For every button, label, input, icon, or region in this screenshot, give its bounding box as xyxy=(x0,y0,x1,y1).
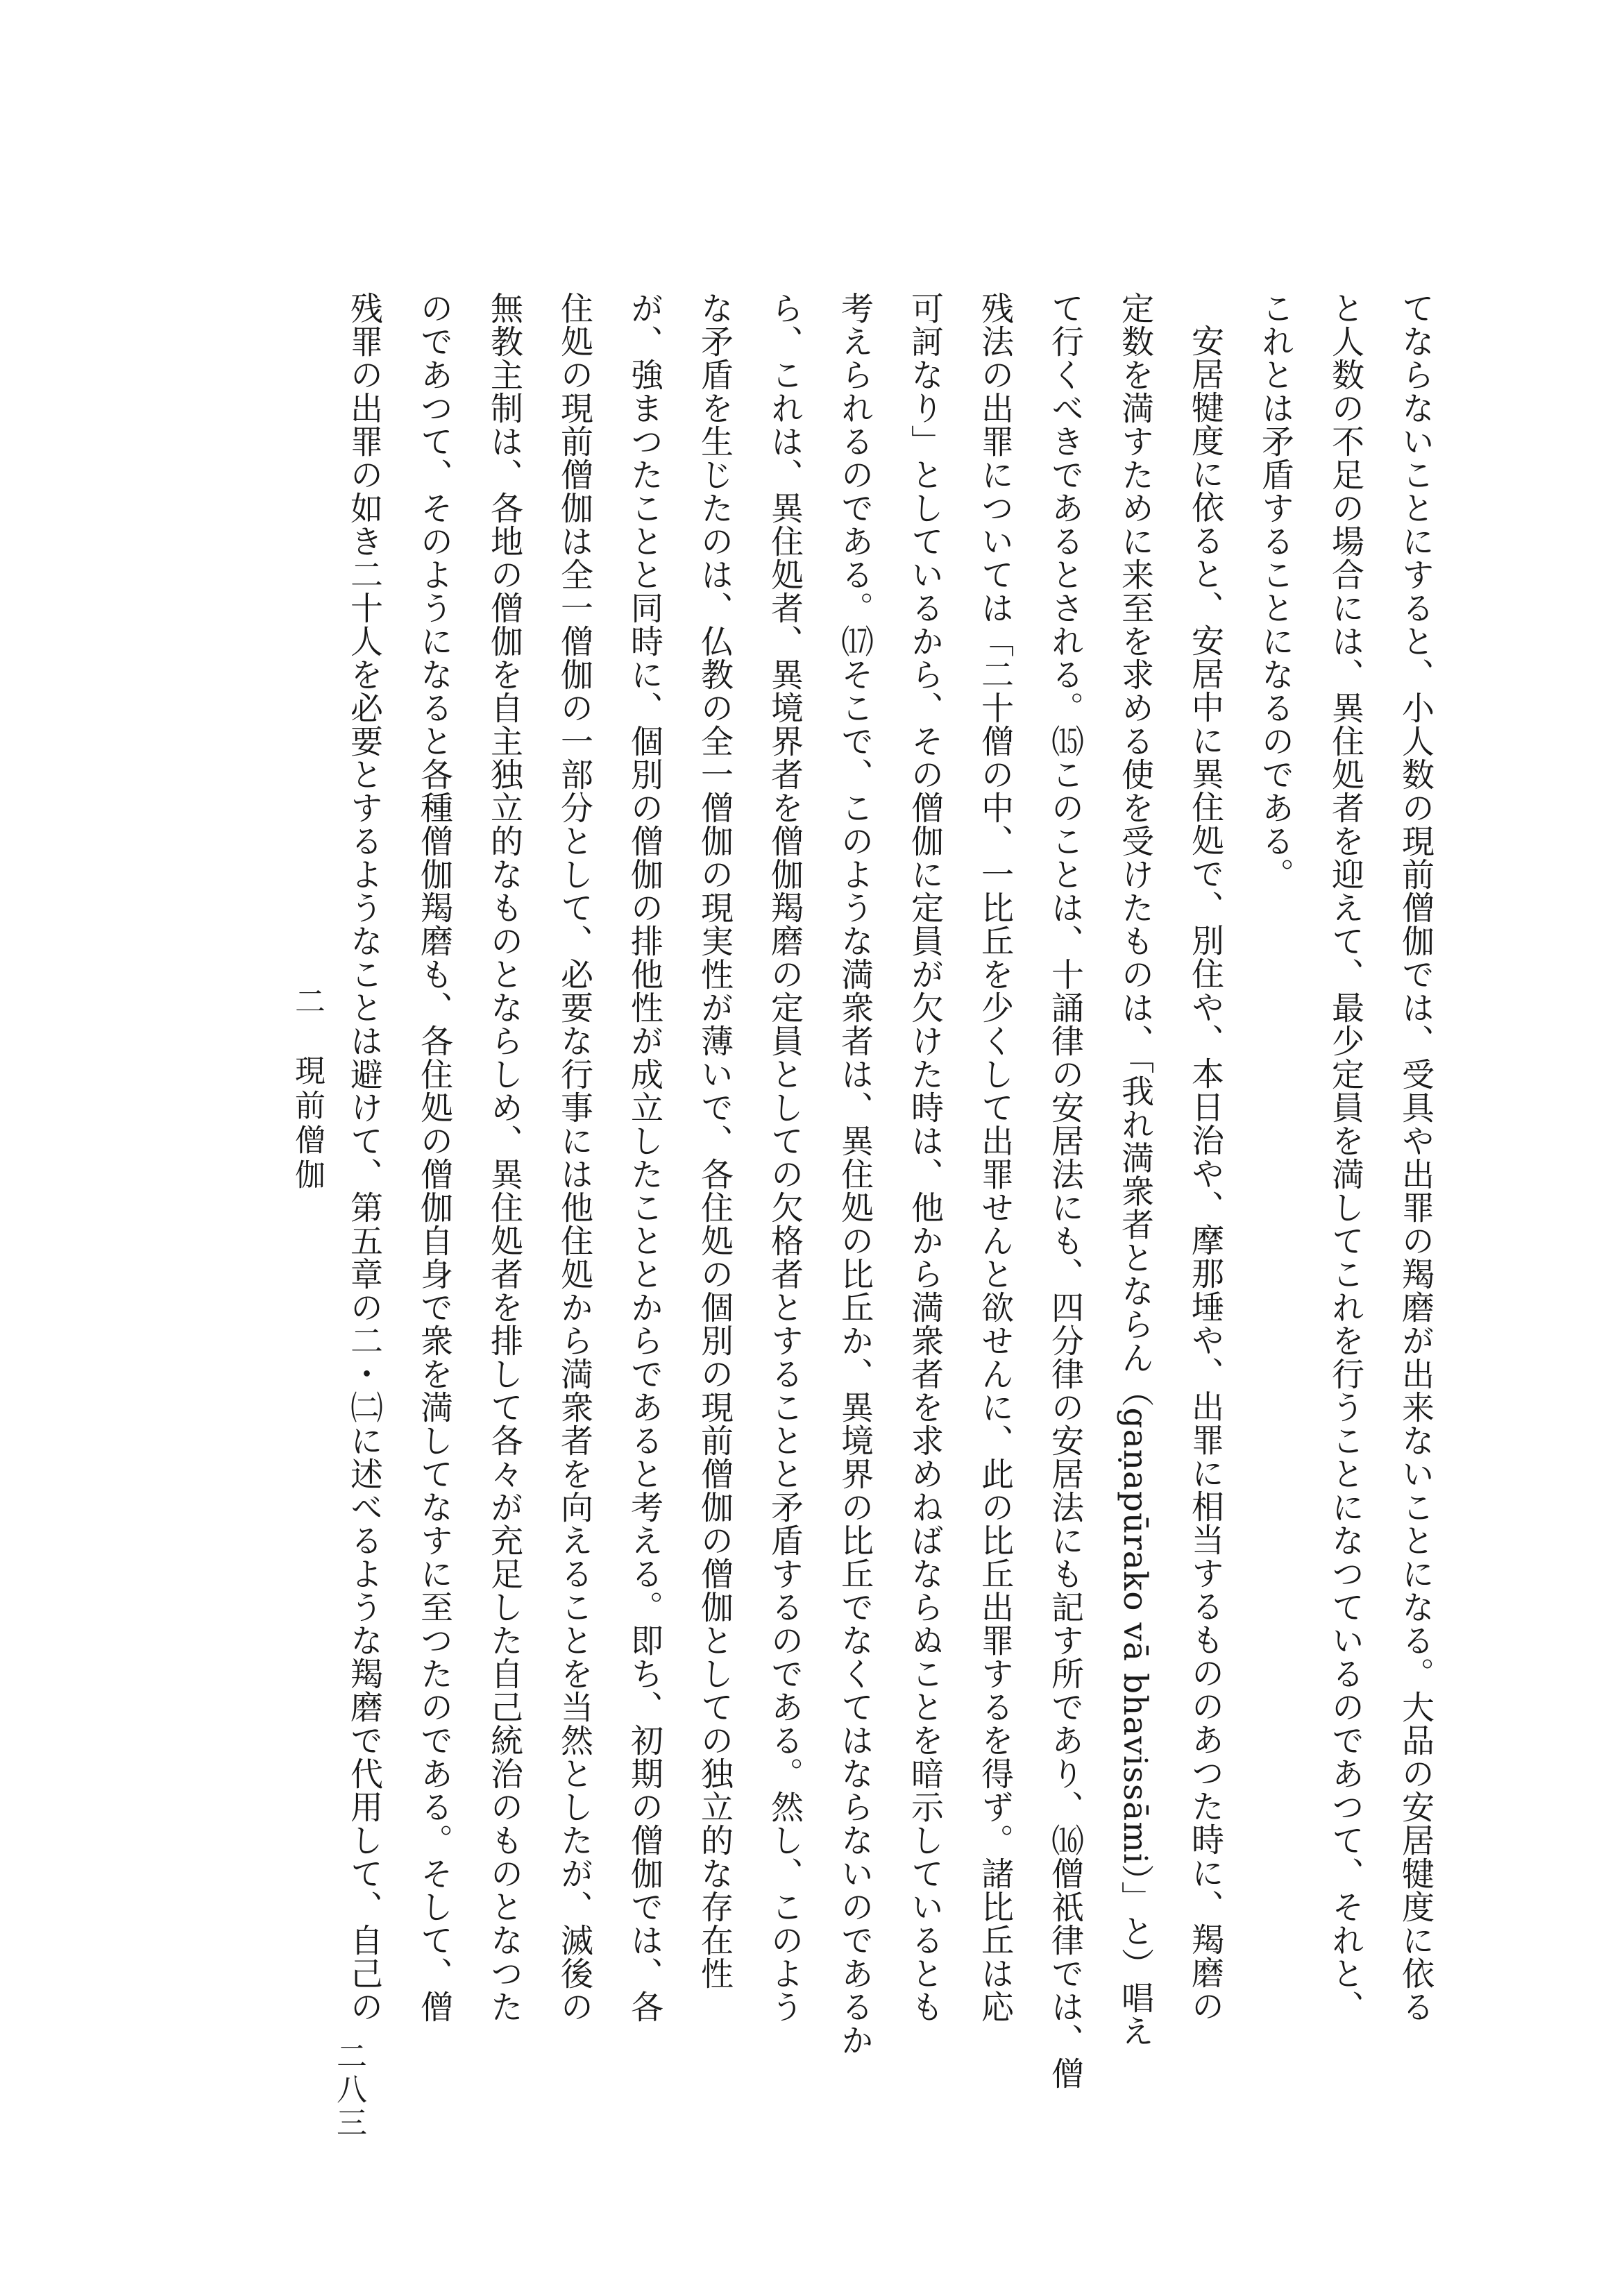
text-line: てならないことにすると、小人数の現前僧伽では、受具や出罪の羯磨が出来ないことになる。大品の安居犍度に依る xyxy=(1396,291,1435,2023)
text-line: が、強まつたことと同時に、個別の僧伽の排他性が成立したこととからであると考える。即ち、初期の僧伽では、各 xyxy=(625,291,663,2023)
text-line: な矛盾を生じたのは、仏教の全一僧伽の現実性が薄いで、各住処の個別の現前僧伽の僧伽としての独立的な存在性 xyxy=(695,291,734,1990)
page-number: 二八三 xyxy=(331,2040,366,2140)
running-head: 二 現前僧伽 xyxy=(289,985,325,1193)
text-line: のであつて、そのようになると各種僧伽羯磨も、各住処の僧伽自身で衆を満してなすに至つたのである。そして、僧 xyxy=(415,291,453,2023)
text-line: て行くべきであるとされる。⒂このことは、十誦律の安居法にも、四分律の安居法にも記す所であり、⒃僧祇律では、僧 xyxy=(1046,291,1084,2090)
text-line: 残罪の出罪の如き二十人を必要とするようなことは避けて、第五章の二・㈡に述べるような羯磨で代用して、自己の xyxy=(345,291,383,2023)
text-line: 住処の現前僧伽は全一僧伽の一部分として、必要な行事には他住処から満衆者を向えることを当然としたが、滅後の xyxy=(555,291,593,2023)
text-line: と人数の不足の場合には、異住処者を迎えて、最少定員を満してこれを行うことになつているのであつて、それと、 xyxy=(1326,291,1364,2023)
text-line: 定数を満すために来至を求める使を受けたものは、「我れ満衆者とならん（gaṇapūrako vā bhavissāmi）」と）唱え xyxy=(1116,291,1154,2048)
text-line: ら、これは、異住処者、異境界者を僧伽羯磨の定員としての欠格者とすることと矛盾するのである。然し、このよう xyxy=(766,291,804,2023)
text-line: 無教主制は、各地の僧伽を自主独立的なものとならしめ、異住処者を排して各々が充足した自己統治のものとなつた xyxy=(485,291,523,2023)
text-line: 残法の出罪については「二十僧の中、一比丘を少くして出罪せんと欲せんに、此の比丘出罪するを得ず。諸比丘は応 xyxy=(976,291,1014,2023)
text-line: 可訶なり」としているから、その僧伽に定員が欠けた時は、他から満衆者を求めねばならぬことを暗示しているとも xyxy=(906,291,944,2023)
text-line: 安居犍度に依ると、安居中に異住処で、別住や、本日治や、摩那埵や、出罪に相当するもののあつた時に、羯磨の xyxy=(1186,324,1224,2023)
text-line: これとは矛盾することになるのである。 xyxy=(1256,291,1294,891)
text-line: 考えられるのである。⒄そこで、このような満衆者は、異住処の比丘か、異境界の比丘でなくてはならないのであるか xyxy=(836,291,874,2057)
